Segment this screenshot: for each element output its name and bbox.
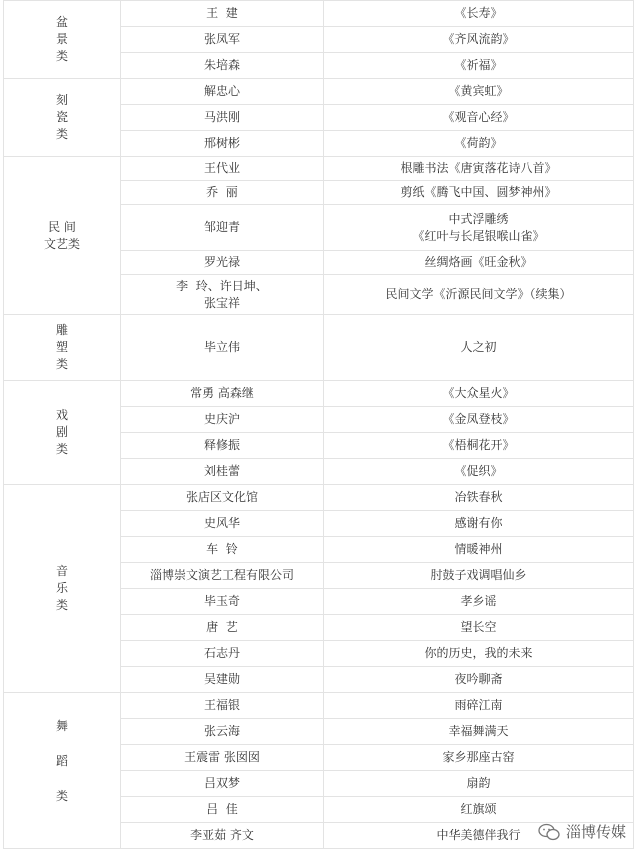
work-cell: 幸福舞满天 [324,719,634,745]
category-cell [4,485,121,693]
category-label: 类 [55,127,68,141]
watermark [538,821,626,842]
work-cell: 家乡那座古窑 [324,745,634,771]
name-cell: 王震雷 张囡囡 [121,745,324,771]
category-label: 类 [55,442,68,456]
table-row [4,381,634,407]
work-cell: 《祈福》 [324,53,634,79]
category-cell [4,1,121,79]
name-cell: 罗光禄 [121,251,324,275]
work-cell: 扇韵 [324,771,634,797]
name-cell: 乔 丽 [121,181,324,205]
name-cell: 王福银 [121,693,324,719]
table-row [4,315,634,381]
work-cell: 冶铁春秋 [324,485,634,511]
watermark-text: 淄博传媒 [565,823,626,841]
category-label: 类 [55,598,68,612]
name-cell: 淄博崇文演艺工程有限公司 [121,563,324,589]
work-cell: 剪纸《腾飞中国、圆梦神州》 [324,181,634,205]
work-cell: 情暖神州 [324,537,634,563]
category-label: 民 间 [48,219,76,234]
work-cell: 《黄宾虹》 [324,79,634,105]
category-label: 雕 [55,323,68,337]
category-label: 类 [55,789,68,803]
category-label: 舞 [55,719,68,733]
name-cell: 史风华 [121,511,324,537]
work-cell: 《梧桐花开》 [324,433,634,459]
category-label: 景 [55,32,68,46]
work-cell: 夜吟聊斋 [324,667,634,693]
work-cell: 中式浮雕绣 《红叶与长尾银喉山雀》 [324,205,634,251]
name-cell: 石志丹 [121,641,324,667]
category-label: 塑 [55,340,68,354]
table-row [4,157,634,181]
work-cell: 望长空 [324,615,634,641]
name-cell: 刘桂蕾 [121,459,324,485]
work-cell: 《金凤登枝》 [324,407,634,433]
name-cell: 常勇 高森继 [121,381,324,407]
name-cell: 王 建 [121,1,324,27]
work-cell: 感谢有你 [324,511,634,537]
category-label: 类 [55,49,68,63]
category-label: 盆 [55,15,68,29]
work-cell: 《促织》 [324,459,634,485]
work-cell: 《长寿》 [324,1,634,27]
category-label: 刻 [55,93,68,107]
name-cell: 朱培森 [121,53,324,79]
name-cell: 毕玉奇 [121,589,324,615]
name-cell: 马洪刚 [121,105,324,131]
category-cell [4,157,121,315]
name-cell: 史庆沪 [121,407,324,433]
category-label: 戏 [55,408,68,422]
name-cell: 李 玲、许日坤、 张宝祥 [121,275,324,315]
name-cell: 张店区文化馆 [121,485,324,511]
name-cell: 吕双梦 [121,771,324,797]
category-cell [4,693,121,849]
name-cell: 邢树彬 [121,131,324,157]
awards-table [3,0,634,849]
category-label: 文艺类 [43,236,80,251]
table-row [4,79,634,105]
work-cell: 红旗颂 [324,797,634,823]
table-row [4,693,634,719]
name-cell: 毕立伟 [121,315,324,381]
awards-table-body [4,1,634,849]
name-cell: 李亚茹 齐文 [121,823,324,849]
name-cell: 解忠心 [121,79,324,105]
name-cell: 吕 佳 [121,797,324,823]
work-cell: 雨碎江南 [324,693,634,719]
work-cell: 你的历史，我的未来 [324,641,634,667]
name-cell: 王代业 [121,157,324,181]
name-cell: 释修振 [121,433,324,459]
work-cell: 中华美德伴我行 [324,823,634,849]
name-cell: 车 铃 [121,537,324,563]
table-row [4,485,634,511]
name-cell: 张凤军 [121,27,324,53]
category-label: 瓷 [55,110,68,124]
name-cell: 邹迎青 [121,205,324,251]
name-cell: 张云海 [121,719,324,745]
name-cell: 吴建勋 [121,667,324,693]
name-cell: 唐 艺 [121,615,324,641]
category-label: 剧 [55,425,68,439]
work-cell: 《齐风流韵》 [324,27,634,53]
category-label: 类 [55,357,68,371]
table-row [4,1,634,27]
wechat-icon [538,823,560,841]
category-cell [4,381,121,485]
work-cell: 《荷韵》 [324,131,634,157]
category-label: 乐 [55,581,68,595]
category-label: 蹈 [55,754,68,768]
work-cell: 丝绸烙画《旺金秋》 [324,251,634,275]
category-label: 音 [55,564,68,578]
work-cell: 人之初 [324,315,634,381]
work-cell: 孝乡谣 [324,589,634,615]
work-cell: 民间文学《沂源民间文学》（续集） [324,275,634,315]
category-cell [4,315,121,381]
work-cell: 根雕书法《唐寅落花诗八首》 [324,157,634,181]
work-cell: 《大众星火》 [324,381,634,407]
category-cell [4,79,121,157]
work-cell: 《观音心经》 [324,105,634,131]
work-cell: 肘鼓子戏调唱仙乡 [324,563,634,589]
